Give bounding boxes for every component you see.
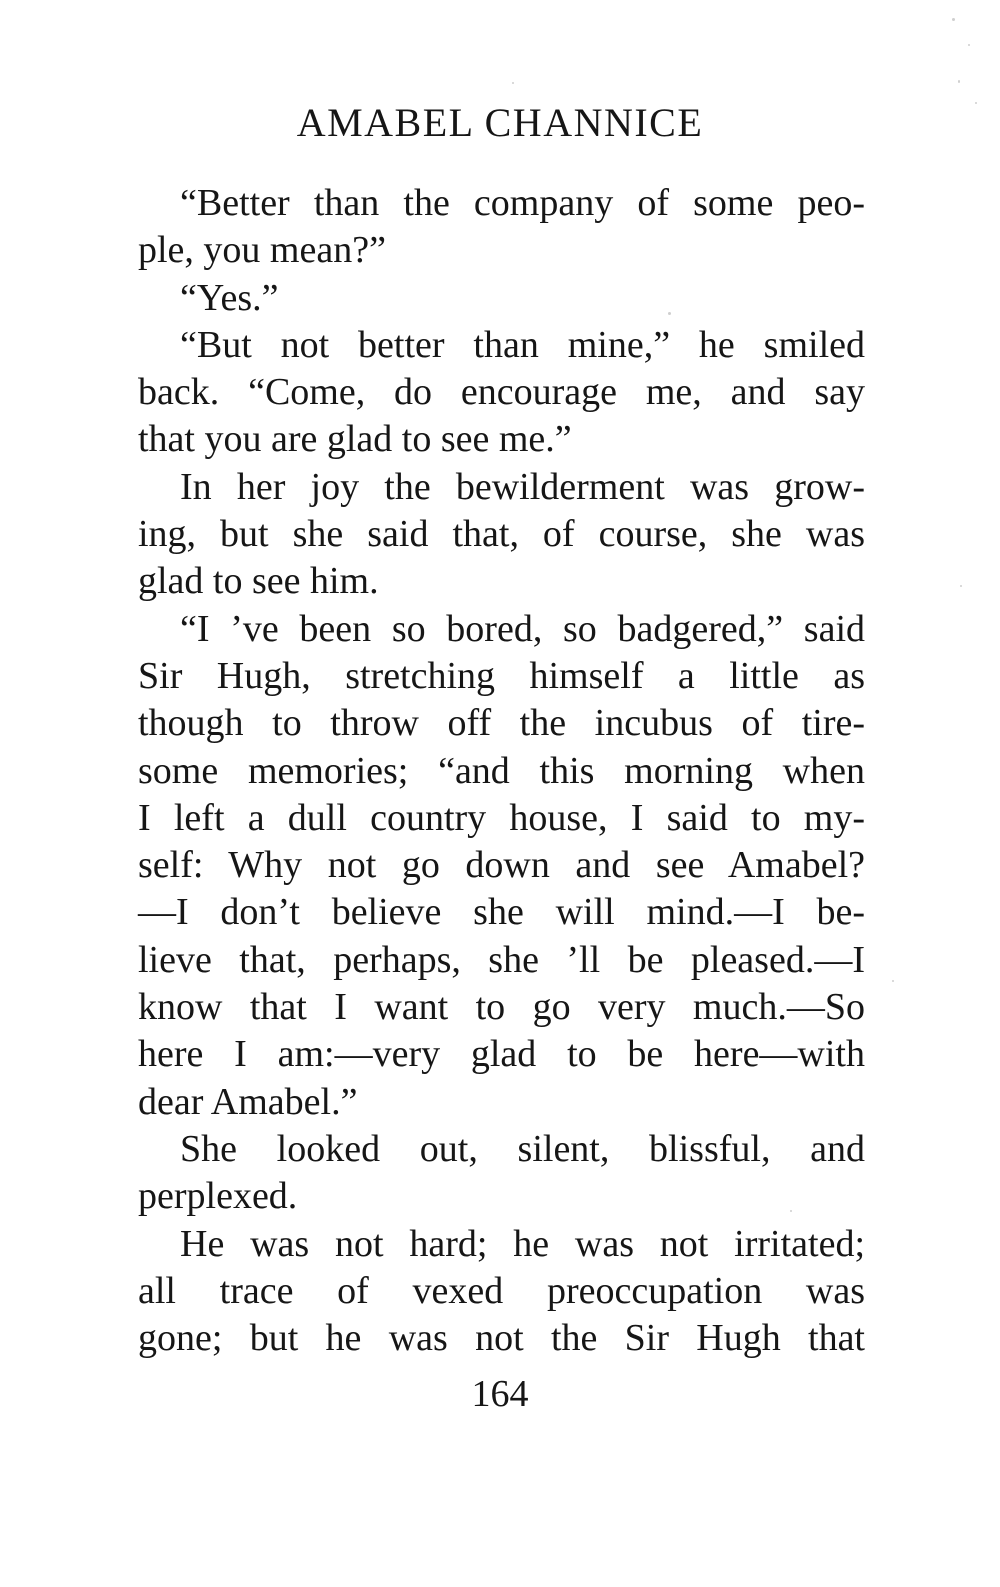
text-line: “But not better than mine,” he smiled [180, 323, 865, 366]
text-line: back. “Come, do encourage me, and say [138, 371, 865, 414]
text-line: I left a dull country house, I said to my- [138, 796, 865, 839]
scan-speck [668, 312, 671, 315]
scan-speck [958, 80, 960, 83]
text-line: He was not hard; he was not irritated; [180, 1222, 865, 1265]
text-line: “Better than the company of some peo- [180, 182, 865, 224]
scan-speck [952, 18, 955, 21]
scan-speck [968, 44, 970, 46]
text-line: Sir Hugh, stretching himself a little as [138, 654, 865, 697]
text-line: “Yes.” [180, 276, 279, 319]
text-line: that you are glad to see me.” [138, 418, 572, 461]
text-line: “I ’ve been so bored, so badgered,” said [180, 607, 865, 650]
text-line: know that I want to go very much.—So [138, 986, 865, 1029]
text-line: ple, you mean?” [138, 229, 386, 272]
scan-speck [892, 980, 894, 982]
text-line: glad to see him. [138, 560, 379, 603]
text-line: —I don’t believe she will mind.—I be- [138, 891, 865, 934]
body-text [138, 180, 865, 1362]
scan-speck [975, 102, 977, 104]
text-line: some memories; “and this morning when [138, 749, 865, 792]
scan-speck [512, 82, 514, 84]
text-line: lieve that, perhaps, she ’ll be pleased.—I [138, 938, 865, 981]
running-head: AMABEL CHANNICE [296, 100, 704, 145]
text-line: all trace of vexed preoccupation was [138, 1269, 865, 1312]
text-line: ing, but she said that, of course, she was [138, 513, 865, 556]
text-line: self: Why not go down and see Amabel? [138, 844, 865, 887]
text-line: though to throw off the incubus of tire- [138, 702, 865, 745]
text-line: In her joy the bewilderment was grow- [180, 465, 865, 508]
text-line: gone; but he was not the Sir Hugh that [138, 1317, 865, 1360]
text-line: perplexed. [138, 1175, 298, 1218]
scan-speck [790, 1210, 792, 1212]
text-line: She looked out, silent, blissful, and [180, 1127, 865, 1170]
text-line: here I am:—very glad to be here—with [138, 1033, 865, 1076]
scan-speck [960, 585, 962, 587]
text-line: dear Amabel.” [138, 1080, 358, 1123]
page-number: 164 [471, 1373, 529, 1415]
